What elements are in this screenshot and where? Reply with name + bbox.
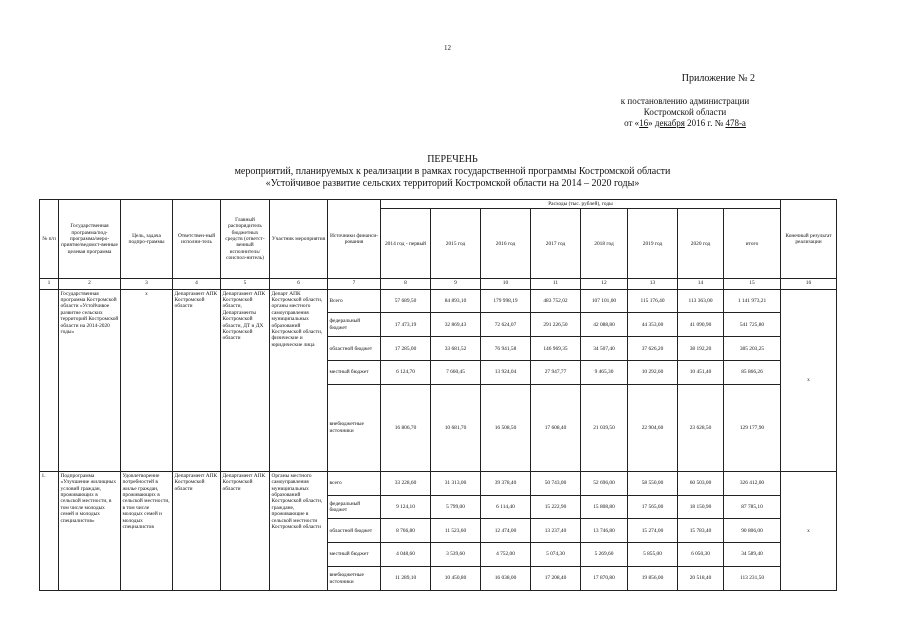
cell-value: 33 681,52 bbox=[431, 337, 481, 361]
cell-value: 4 752,00 bbox=[481, 543, 531, 567]
cell-value: 19 856,00 bbox=[628, 567, 678, 591]
cell-no bbox=[40, 289, 59, 471]
cell-value: 57 689,50 bbox=[381, 289, 431, 313]
header-year: 2019 год bbox=[628, 209, 678, 279]
column-number: 1 bbox=[40, 279, 59, 289]
cell-value: 10 450,80 bbox=[431, 567, 481, 591]
cell-value: 115 176,40 bbox=[628, 289, 678, 313]
resolution-month: декабря bbox=[654, 118, 685, 128]
cell-value: 72 624,07 bbox=[481, 313, 531, 337]
cell-source: внебюджетные источники bbox=[328, 567, 381, 591]
cell-value: 7 660,45 bbox=[431, 361, 481, 385]
cell-value: 15 274,00 bbox=[628, 519, 678, 543]
cell-value: 4 048,60 bbox=[381, 543, 431, 567]
cell-value: 21 039,50 bbox=[581, 384, 628, 471]
resolution-mid: » bbox=[648, 118, 655, 128]
cell-value: 17 473,19 bbox=[381, 313, 431, 337]
cell-value: 32 869,43 bbox=[431, 313, 481, 337]
cell-source: всего bbox=[328, 471, 381, 495]
table-row bbox=[40, 289, 837, 313]
column-number: 16 bbox=[781, 279, 837, 289]
cell-value: 3 539,60 bbox=[431, 543, 481, 567]
cell-program: Подпрограмма «Улучшение жилищных условий граждан, проживающих в сельской местности, в том числе молодых семей и молодых специалистов» bbox=[59, 471, 121, 590]
cell-value: 10 681,70 bbox=[431, 384, 481, 471]
cell-source: федеральный бюджет bbox=[328, 495, 381, 519]
cell-value: 17 608,40 bbox=[531, 384, 581, 471]
cell-value: 50 743,00 bbox=[531, 471, 581, 495]
title-line2: мероприятий, планируемых к реализации в рамках государственной программы Костромской области bbox=[234, 166, 671, 177]
cell-source: областной бюджет bbox=[328, 337, 381, 361]
cell-value: 17 565,00 bbox=[628, 495, 678, 519]
cell-value: 34 507,40 bbox=[581, 337, 628, 361]
resolution-day: 16 bbox=[639, 118, 649, 128]
cell-value: 12 474,00 bbox=[481, 519, 531, 543]
cell-value: 60 503,00 bbox=[678, 471, 724, 495]
cell-value: 5 799,00 bbox=[431, 495, 481, 519]
cell-value: 8 766,80 bbox=[381, 519, 431, 543]
column-number: 5 bbox=[221, 279, 270, 289]
resolution-number: 478-а bbox=[725, 118, 746, 128]
cell-value: 6 124,70 bbox=[381, 361, 431, 385]
cell-value: 41 090,90 bbox=[678, 313, 724, 337]
header-year: 2020 год bbox=[678, 209, 724, 279]
cell-value: 42 088,80 bbox=[581, 313, 628, 337]
header-year-total: итого bbox=[724, 209, 781, 279]
cell-value: 87 785,10 bbox=[724, 495, 781, 519]
cell-budget-manager: Департамент АПК Костромской области bbox=[221, 471, 270, 590]
cell-value: 11 523,60 bbox=[431, 519, 481, 543]
cell-responsible: Департамент АПК Костромской области bbox=[173, 289, 221, 471]
cell-goal: Удовлетворение потребностей в жилье граждан, проживающих в сельской местности, в том числе молодых семей и молодых специалистов bbox=[121, 471, 173, 590]
cell-value: 16 508,50 bbox=[481, 384, 531, 471]
column-number: 13 bbox=[628, 279, 678, 289]
column-number: 10 bbox=[481, 279, 531, 289]
cell-value: 291 226,50 bbox=[531, 313, 581, 337]
cell-value: 483 752,02 bbox=[531, 289, 581, 313]
header-goal: Цель, задача подпро-граммы bbox=[121, 200, 173, 279]
column-number: 2 bbox=[59, 279, 121, 289]
cell-value: 18 150,90 bbox=[678, 495, 724, 519]
cell-value: 6 114,40 bbox=[481, 495, 531, 519]
cell-source: внебюджетные источники bbox=[328, 384, 381, 471]
header-no: № п/п bbox=[40, 200, 59, 279]
document-title bbox=[160, 154, 745, 190]
cell-value: 146 969,35 bbox=[531, 337, 581, 361]
cell-value: 13 924,04 bbox=[481, 361, 531, 385]
cell-value: 129 177,90 bbox=[724, 384, 781, 471]
cell-value: 13 746,80 bbox=[581, 519, 628, 543]
cell-value: 6 050,30 bbox=[678, 543, 724, 567]
cell-value: 10 292,60 bbox=[628, 361, 678, 385]
column-number: 14 bbox=[678, 279, 724, 289]
cell-value: 5 269,60 bbox=[581, 543, 628, 567]
cell-source: местный бюджет bbox=[328, 361, 381, 385]
cell-value: 13 237,40 bbox=[531, 519, 581, 543]
cell-responsible: Департамент АПК Костромской области bbox=[173, 471, 221, 590]
cell-value: 33 228,60 bbox=[381, 471, 431, 495]
cell-value: 113 363,00 bbox=[678, 289, 724, 313]
resolution-line1: к постановлению администрации bbox=[620, 96, 750, 106]
cell-result: х bbox=[781, 289, 837, 471]
measures-table bbox=[39, 199, 837, 591]
column-number: 9 bbox=[431, 279, 481, 289]
cell-value: 20 518,40 bbox=[678, 567, 724, 591]
table-row bbox=[40, 471, 837, 495]
cell-value: 44 353,00 bbox=[628, 313, 678, 337]
cell-result: х bbox=[781, 471, 837, 590]
header-year: 2018 год bbox=[581, 209, 628, 279]
cell-value: 1 141 973,21 bbox=[724, 289, 781, 313]
cell-value: 113 231,50 bbox=[724, 567, 781, 591]
cell-budget-manager: Департамент АПК Костромской области, Департаменты Костромской области, ДТ и ДХ Костромской области bbox=[221, 289, 270, 471]
header-budget-manager: Главный распорядитель бюджетных средств (ответст-венный исполнитель/ соиспол-нитель) bbox=[221, 200, 270, 279]
cell-no: 1. bbox=[40, 471, 59, 590]
title-line3: «Устойчивое развитие сельских территорий Костромской области на 2014 – 2020 годы» bbox=[265, 178, 640, 189]
column-number: 7 bbox=[328, 279, 381, 289]
header-year: 2014 год - первый bbox=[381, 209, 431, 279]
resolution-year: 2016 г. № bbox=[684, 118, 726, 128]
resolution-from: от « bbox=[624, 118, 640, 128]
header-program: Государственная программа/под-программа/меро-приятие/ведомст-венные целевая программа bbox=[59, 200, 121, 279]
page-number: 12 bbox=[444, 44, 451, 52]
cell-value: 58 550,00 bbox=[628, 471, 678, 495]
cell-value: 39 378,40 bbox=[481, 471, 531, 495]
resolution-line2: Костромской области bbox=[643, 107, 727, 117]
cell-value: 9 124,10 bbox=[381, 495, 431, 519]
cell-value: 38 192,20 bbox=[678, 337, 724, 361]
cell-value: 16 806,70 bbox=[381, 384, 431, 471]
title-line1: ПЕРЕЧЕНЬ bbox=[427, 154, 478, 165]
cell-value: 76 941,58 bbox=[481, 337, 531, 361]
column-number: 6 bbox=[270, 279, 328, 289]
cell-value: 31 313,00 bbox=[431, 471, 481, 495]
cell-source: федеральный бюджет bbox=[328, 313, 381, 337]
cell-value: 15 222,90 bbox=[531, 495, 581, 519]
cell-value: 326 412,00 bbox=[724, 471, 781, 495]
header-result: Конечный результат реализации bbox=[781, 200, 837, 279]
header-year: 2015 год bbox=[431, 209, 481, 279]
header-year: 2016 год bbox=[481, 209, 531, 279]
appendix-label: Приложение № 2 bbox=[681, 73, 755, 84]
cell-value: 15 783,40 bbox=[678, 519, 724, 543]
header-participants: Участник мероприятия bbox=[270, 200, 328, 279]
cell-value: 84 893,10 bbox=[431, 289, 481, 313]
cell-value: 27 947,77 bbox=[531, 361, 581, 385]
cell-value: 85 866,26 bbox=[724, 361, 781, 385]
cell-participants: Органы местного самоуправления муниципальных образований Костромской области, граждане, проживающие в сельской местности Костромской области bbox=[270, 471, 328, 590]
cell-value: 541 725,80 bbox=[724, 313, 781, 337]
cell-value: 5 074,30 bbox=[531, 543, 581, 567]
cell-value: 52 696,00 bbox=[581, 471, 628, 495]
column-number: 3 bbox=[121, 279, 173, 289]
cell-value: 385 203,25 bbox=[724, 337, 781, 361]
cell-value: 17 870,80 bbox=[581, 567, 628, 591]
column-number: 4 bbox=[173, 279, 221, 289]
cell-value: 16 038,00 bbox=[481, 567, 531, 591]
cell-value: 5 855,00 bbox=[628, 543, 678, 567]
cell-participants: Департ АПК Костромской области, органы местного самоуправления муниципальных образований Костромской области, физические и юридические лица bbox=[270, 289, 328, 471]
cell-value: 23 628,50 bbox=[678, 384, 724, 471]
header-year: 2017 год bbox=[531, 209, 581, 279]
column-number: 15 bbox=[724, 279, 781, 289]
cell-goal: х bbox=[121, 289, 173, 471]
resolution-date-line bbox=[610, 118, 760, 129]
resolution-reference bbox=[610, 96, 760, 129]
cell-value: 179 998,19 bbox=[481, 289, 531, 313]
cell-program: Государственная программа Костромской области «Устойчивое развитие сельских территорий Костромской области на 2014-2020 годы» bbox=[59, 289, 121, 471]
column-number: 12 bbox=[581, 279, 628, 289]
column-number: 11 bbox=[531, 279, 581, 289]
header-sources: Источники финанси-рования bbox=[328, 200, 381, 279]
cell-source: Всего bbox=[328, 289, 381, 313]
column-number: 8 bbox=[381, 279, 431, 289]
cell-value: 90 806,00 bbox=[724, 519, 781, 543]
cell-value: 11 289,10 bbox=[381, 567, 431, 591]
header-expenses: Расходы (тыс. рублей), годы bbox=[381, 200, 781, 209]
cell-value: 107 101,00 bbox=[581, 289, 628, 313]
cell-value: 15 808,80 bbox=[581, 495, 628, 519]
cell-value: 10 451,40 bbox=[678, 361, 724, 385]
cell-value: 22 904,60 bbox=[628, 384, 678, 471]
cell-value: 34 589,40 bbox=[724, 543, 781, 567]
header-responsible: Ответствен-ный исполни-тель bbox=[173, 200, 221, 279]
cell-value: 17 285,00 bbox=[381, 337, 431, 361]
cell-value: 37 626,20 bbox=[628, 337, 678, 361]
cell-source: местный бюджет bbox=[328, 543, 381, 567]
cell-value: 9 465,30 bbox=[581, 361, 628, 385]
cell-source: областной бюджет bbox=[328, 519, 381, 543]
cell-value: 17 208,40 bbox=[531, 567, 581, 591]
